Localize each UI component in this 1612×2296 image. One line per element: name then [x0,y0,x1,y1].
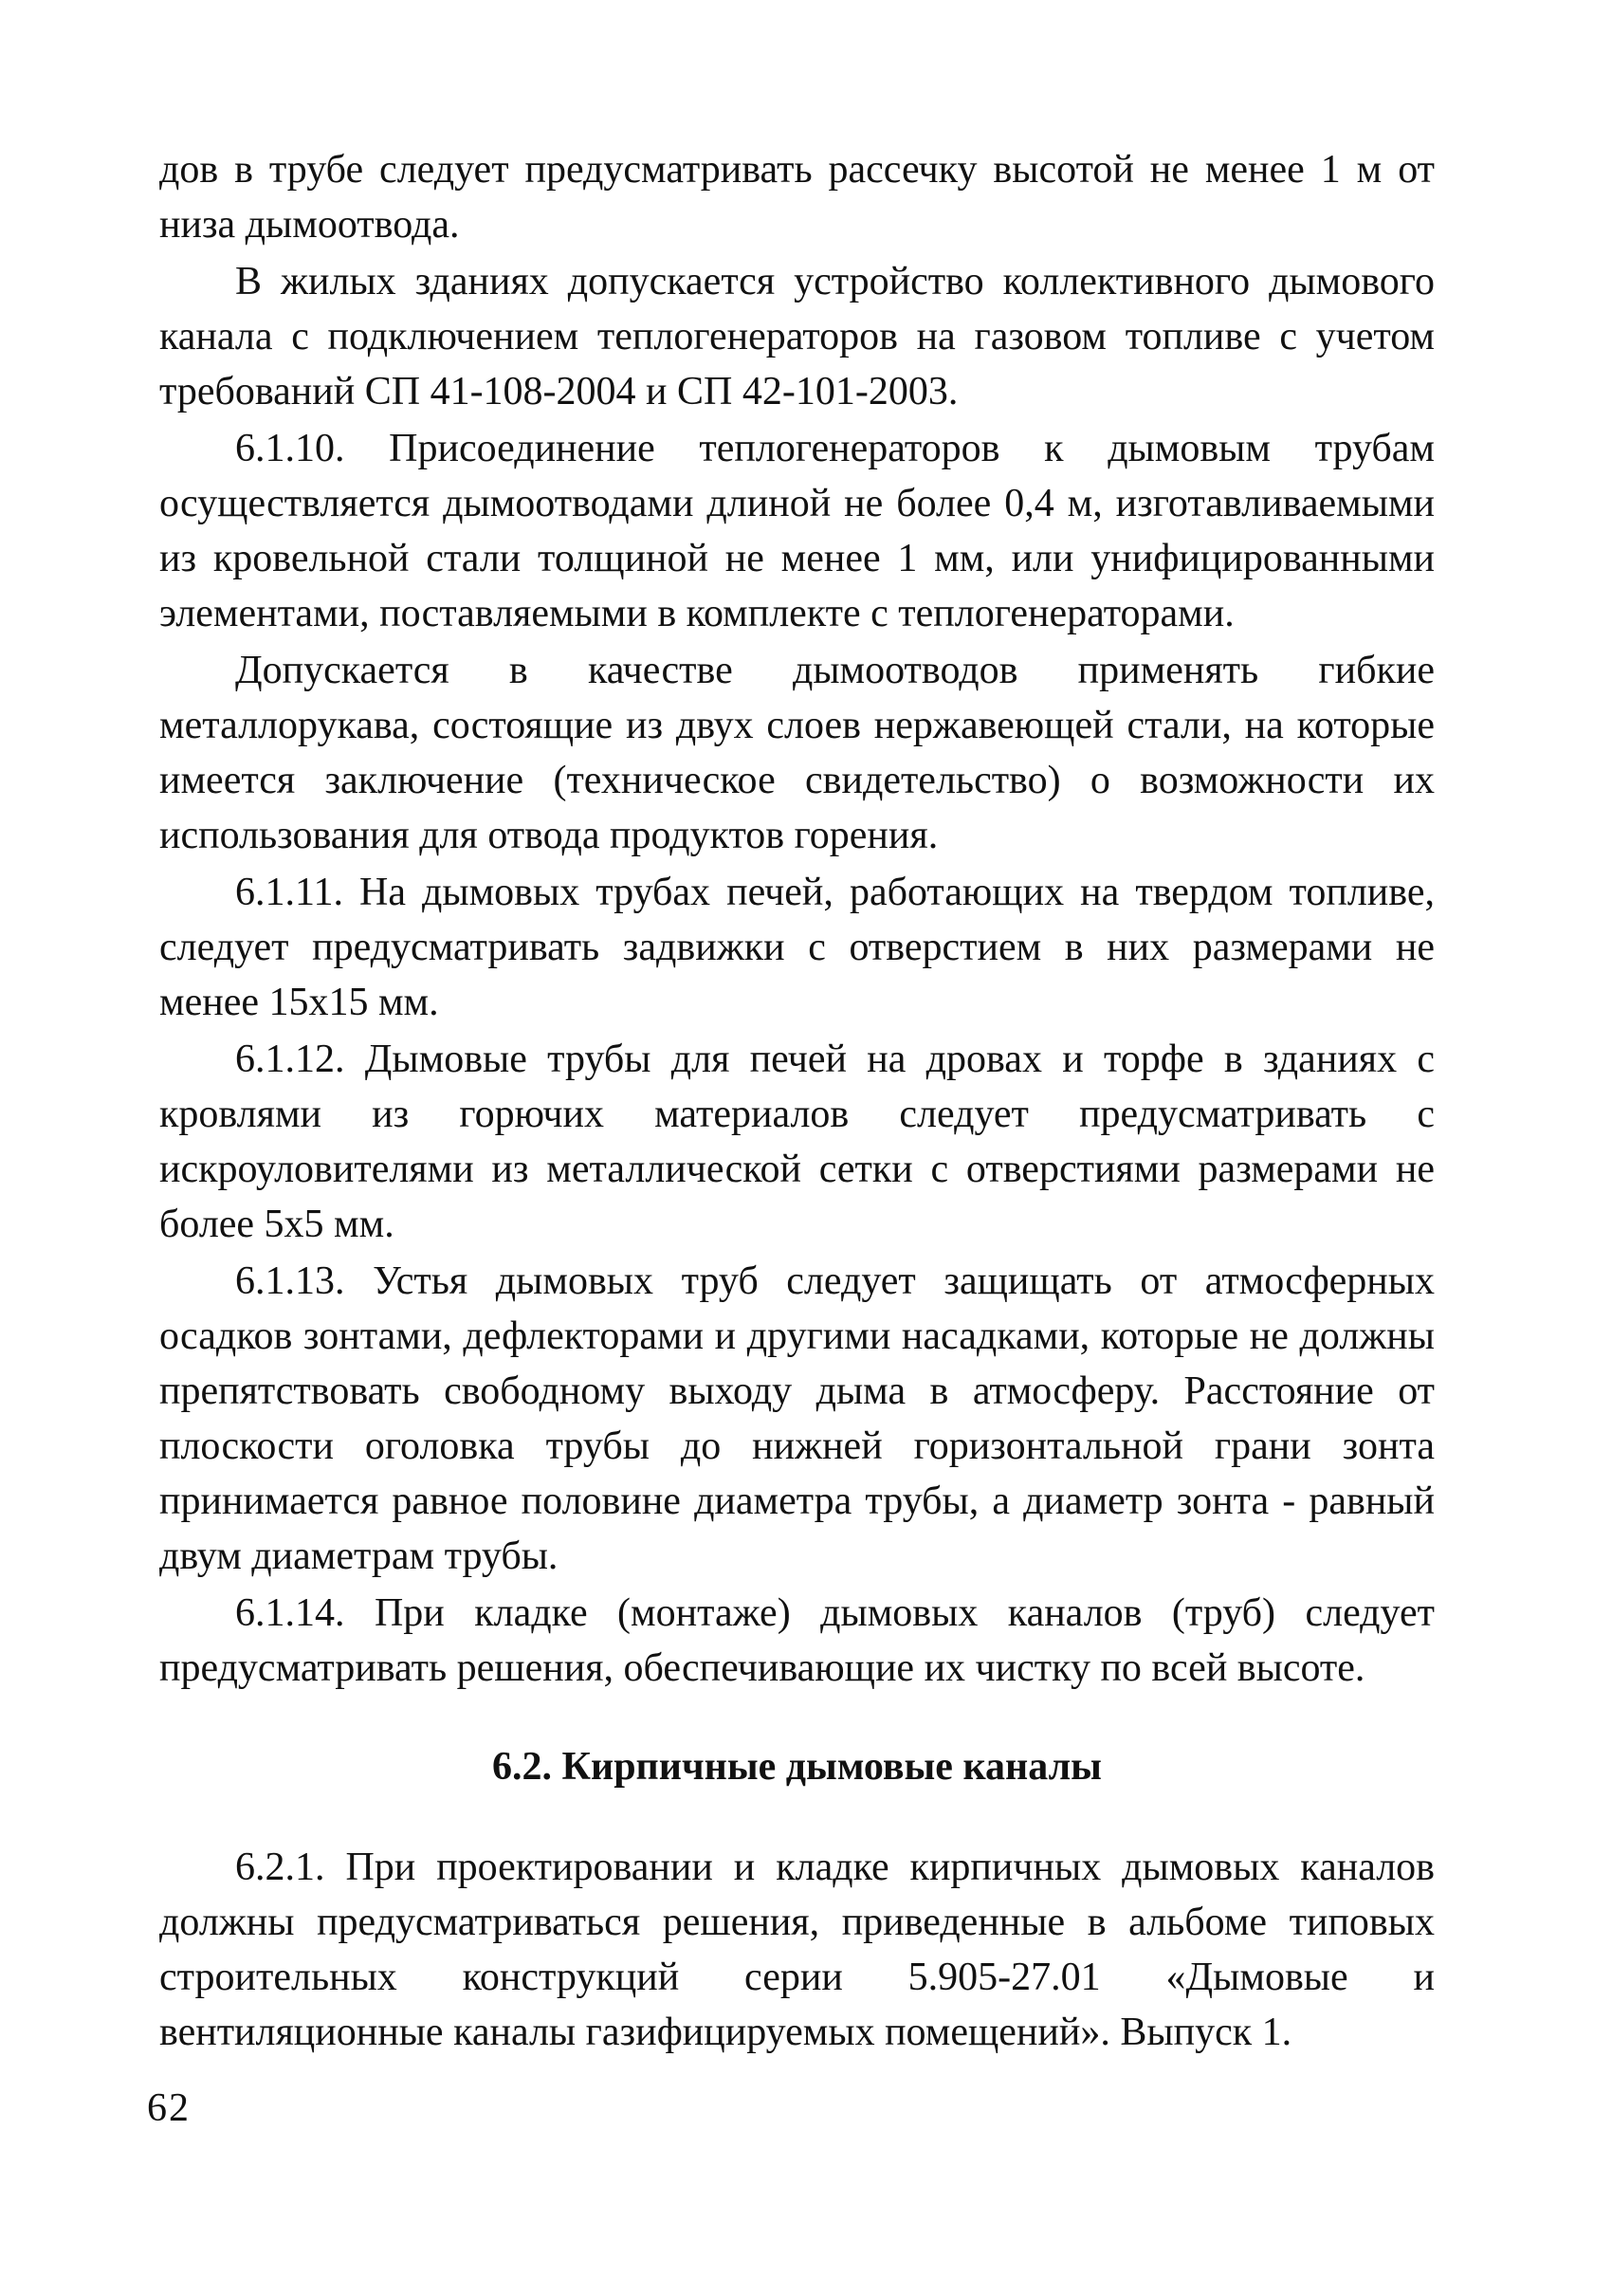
paragraph-flexible-hoses: Допускается в качестве дымоотводов применять гибкие металлорукава, состоящие из двух слоев нержавеющей стали, на которые имеется заключение (техническое свидетельство) о возможности их использования для отвода продуктов горения. [159,649,1435,857]
paragraph-6-1-14: 6.1.14. При кладке (монтаже) дымовых каналов (труб) следует предусматривать решения, обеспечивающие их чистку по всей высоте. [159,1591,1435,1690]
page-number: 62 [147,2086,191,2130]
paragraph-6-1-13: 6.1.13. Устья дымовых труб следует защищать от атмосферных осадков зонтами, дефлекторами и другими насадками, которые не должны препятствовать свободному выходу дыма в атмосферу. Расстояние от плоскости оголовка трубы до нижней горизонтальной грани зонта принимается равное половине диаметра трубы, а диаметр зонта - равный двум диаметрам трубы. [159,1259,1435,1578]
section-heading: 6.2. Кирпичные дымовые каналы [492,1745,1102,1789]
paragraph-6-2-1: 6.2.1. При проектировании и кладке кирпичных дымовых каналов должны предусматриваться решения, приведенные в альбоме типовых строительных конструкций серии 5.905-27.01 «Дымовые и вентиляционные каналы газифицируемых помещений». Выпуск 1. [159,1846,1435,2054]
paragraph-6-1-11: 6.1.11. На дымовых трубах печей, работающих на твердом топливе, следует предусматривать задвижки с отверстием в них размерами не менее 15х15 мм. [159,871,1435,1024]
paragraph-continuation: дов в трубе следует предусматривать рассечку высотой не менее 1 м от низа дымоотвода. [159,148,1435,247]
paragraph-6-1-12: 6.1.12. Дымовые трубы для печей на дровах и торфе в зданиях с кровлями из горючих материалов следует предусматривать с искроуловителями из металлической сетки с отверстиями размерами не более 5х5 мм. [159,1038,1435,1246]
document-page [159,142,1435,2062]
paragraph-collective-flue: В жилых зданиях допускается устройство коллективного дымового канала с подключением теплогенераторов на газовом топливе с учетом требований СП 41-108-2004 и СП 42-101-2003. [159,260,1435,413]
paragraph-6-1-10: 6.1.10. Присоединение теплогенераторов к дымовым трубам осуществляется дымоотводами длиной не более 0,4 м, изготавливаемыми из кровельной стали толщиной не менее 1 мм, или унифицированными элементами, поставляемыми в комплекте с теплогенераторами. [159,427,1435,635]
